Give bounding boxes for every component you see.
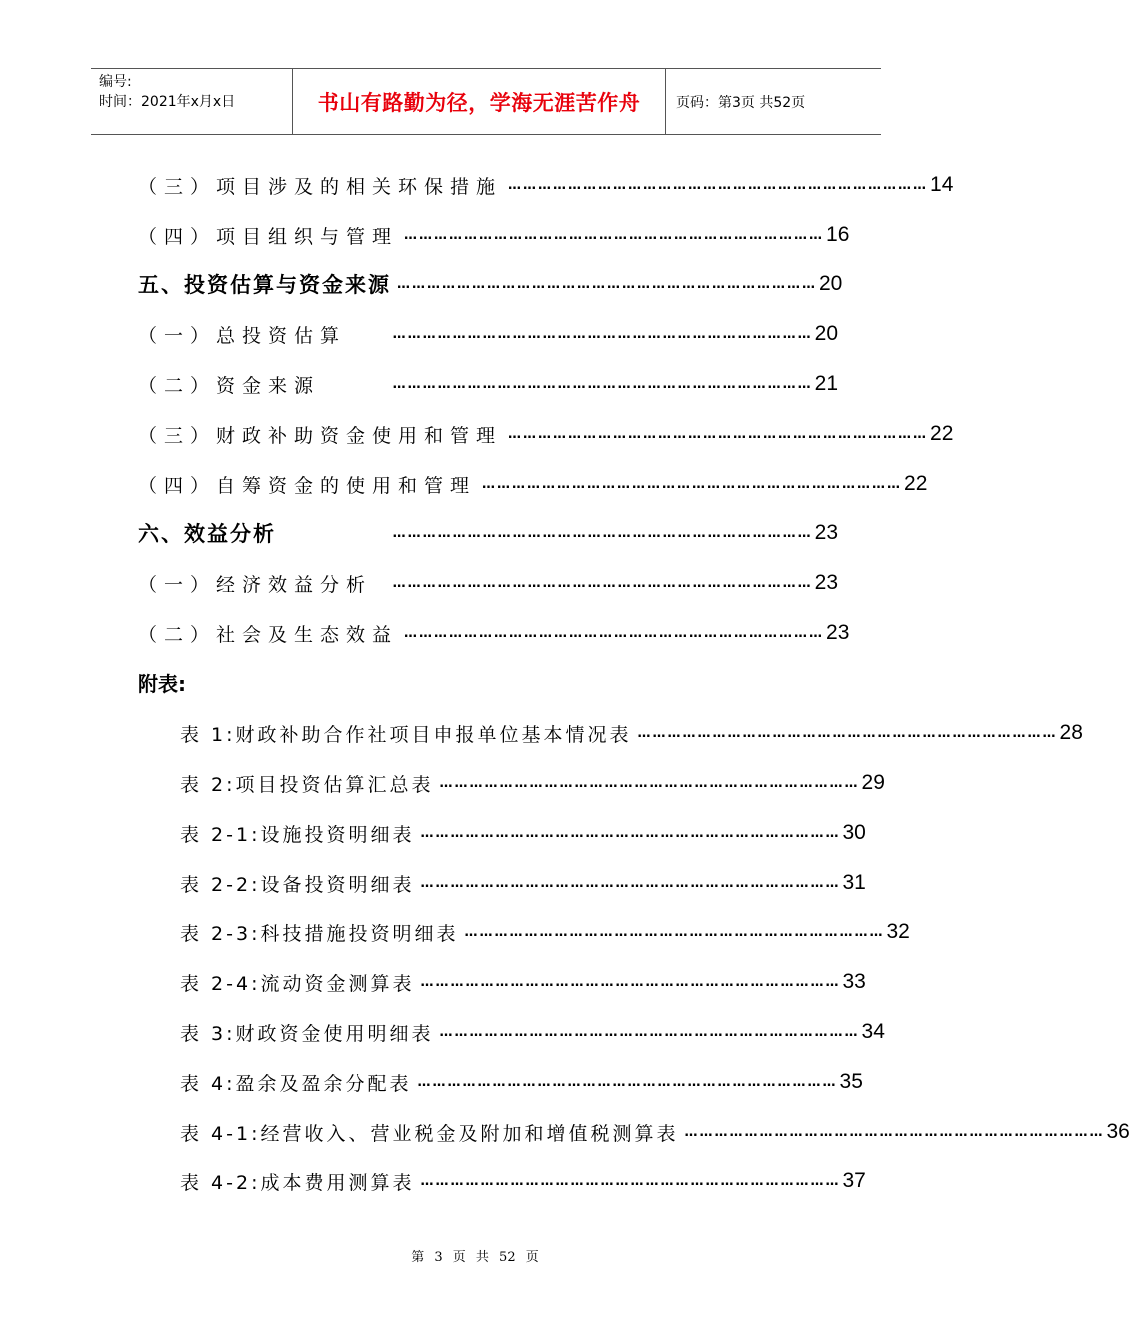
leader-dots: ………………………………………………………………………… <box>404 227 825 243</box>
toc-entry[interactable] <box>138 218 850 252</box>
toc-entry-page: 20 <box>814 322 838 345</box>
appendix-entry-label: 表 3:财政资金使用明细表 <box>180 1022 434 1045</box>
toc-entry-label: （三）项目涉及的相关环保措施 <box>138 175 503 198</box>
toc-entry[interactable] <box>138 168 954 202</box>
header-page-text: 页码：第3页 共52页 <box>676 94 806 111</box>
appendix-entry[interactable] <box>180 915 910 949</box>
appendix-entry-label: 表 2-1:设施投资明细表 <box>180 823 415 846</box>
toc-entry-page: 23 <box>814 571 838 594</box>
appendix-entry-label: 表 1:财政补助合作社项目申报单位基本情况表 <box>180 723 632 746</box>
appendix-heading: 附表: <box>138 672 186 696</box>
appendix-entry[interactable] <box>180 965 866 999</box>
appendix-entry-page: 29 <box>861 771 885 794</box>
appendix-entry-page: 31 <box>842 871 866 894</box>
toc-section-page: 23 <box>814 521 838 544</box>
leader-dots: ………………………………………………………………………… <box>392 575 813 591</box>
toc-entry-page: 22 <box>930 422 954 445</box>
leader-dots: ………………………………………………………………………… <box>392 376 813 392</box>
toc-section-page: 20 <box>819 272 843 295</box>
appendix-entry-page: 34 <box>861 1020 885 1043</box>
motto-text: 书山有路勤为径，学海无涯苦作舟 <box>317 90 641 115</box>
leader-dots: ………………………………………………………………………… <box>439 1024 860 1040</box>
leader-dots: ………………………………………………………………………… <box>417 1074 838 1090</box>
appendix-entry-label: 表 4-1:经营收入、营业税金及附加和增值税测算表 <box>180 1122 679 1145</box>
leader-dots: ………………………………………………………………………… <box>420 825 841 841</box>
header-number: 编号: <box>99 74 132 90</box>
appendix-entry[interactable] <box>180 1115 1130 1149</box>
appendix-entry-page: 28 <box>1059 721 1083 744</box>
toc-entry-label: （四）项目组织与管理 <box>138 225 399 248</box>
appendix-entry[interactable] <box>180 866 866 900</box>
appendix-entry[interactable] <box>180 1015 885 1049</box>
toc-entry-label: （四）自筹资金的使用和管理 <box>138 474 477 497</box>
appendix-entry-page: 33 <box>842 970 866 993</box>
toc-entry-label: （三）财政补助资金使用和管理 <box>138 424 503 447</box>
appendix-entry[interactable] <box>180 816 866 850</box>
appendix-entry-page: 30 <box>842 821 866 844</box>
toc-entry[interactable] <box>138 566 838 600</box>
leader-dots: ………………………………………………………………………… <box>439 775 860 791</box>
appendix-entry-label: 表 2-2:设备投资明细表 <box>180 873 415 896</box>
leader-dots: ………………………………………………………………………… <box>420 875 841 891</box>
toc-section-label: 六、效益分析 <box>138 522 276 546</box>
appendix-entry-label: 表 2-3:科技措施投资明细表 <box>180 922 459 945</box>
leader-dots: ………………………………………………………………………… <box>420 974 841 990</box>
leader-dots: ………………………………………………………………………… <box>482 476 903 492</box>
header-time: 时间：2021年x月x日 <box>99 94 236 110</box>
leader-dots: ………………………………………………………………………… <box>508 177 929 193</box>
toc-entry[interactable] <box>138 367 838 401</box>
toc-section-label: 五、投资估算与资金来源 <box>138 273 391 297</box>
toc-entry[interactable] <box>138 467 928 501</box>
appendix-entry-label: 表 2:项目投资估算汇总表 <box>180 773 434 796</box>
appendix-entry[interactable] <box>180 716 1083 750</box>
appendix-entry-page: 37 <box>842 1169 866 1192</box>
leader-dots: ………………………………………………………………………… <box>392 326 813 342</box>
toc-section[interactable] <box>138 267 843 301</box>
toc-entry-page: 16 <box>826 223 850 246</box>
toc-entry-page: 14 <box>930 173 954 196</box>
toc-entry-label: （一）经济效益分析 <box>138 573 373 596</box>
leader-dots: ………………………………………………………………………… <box>684 1124 1105 1140</box>
appendix-entry-label: 表 4-2:成本费用测算表 <box>180 1171 415 1194</box>
appendix-entry-page: 32 <box>886 920 910 943</box>
toc-entry-label: （二）资金来源 <box>138 374 321 397</box>
toc-section[interactable] <box>138 516 838 550</box>
toc-entry[interactable] <box>138 616 850 650</box>
leader-dots: ………………………………………………………………………… <box>637 725 1058 741</box>
footer-page-number: 第 3 页 共 52 页 <box>411 1250 539 1265</box>
toc-entry-label: （一）总投资估算 <box>138 324 347 347</box>
leader-dots: ………………………………………………………………………… <box>420 1173 841 1189</box>
leader-dots: ………………………………………………………………………… <box>397 276 817 292</box>
toc-entry-label: （二）社会及生态效益 <box>138 623 399 646</box>
toc-entry[interactable] <box>138 317 838 351</box>
appendix-entry[interactable] <box>180 766 885 800</box>
appendix-entry-page: 35 <box>839 1070 863 1093</box>
toc-entry[interactable] <box>138 417 954 451</box>
page-footer <box>0 1246 950 1265</box>
leader-dots: ………………………………………………………………………… <box>392 525 813 541</box>
appendix-entry-label: 表 4:盈余及盈余分配表 <box>180 1072 412 1095</box>
appendix-entry[interactable] <box>180 1164 866 1198</box>
appendix-entry-label: 表 2-4:流动资金测算表 <box>180 972 415 995</box>
leader-dots: ………………………………………………………………………… <box>464 924 885 940</box>
toc-entry-page: 22 <box>904 472 928 495</box>
appendix-entry[interactable] <box>180 1065 863 1099</box>
appendix-entry-page: 36 <box>1106 1120 1130 1143</box>
toc-entry-page: 21 <box>814 372 838 395</box>
leader-dots: ………………………………………………………………………… <box>508 426 929 442</box>
toc-entry-page: 23 <box>826 621 850 644</box>
leader-dots: ………………………………………………………………………… <box>404 625 825 641</box>
